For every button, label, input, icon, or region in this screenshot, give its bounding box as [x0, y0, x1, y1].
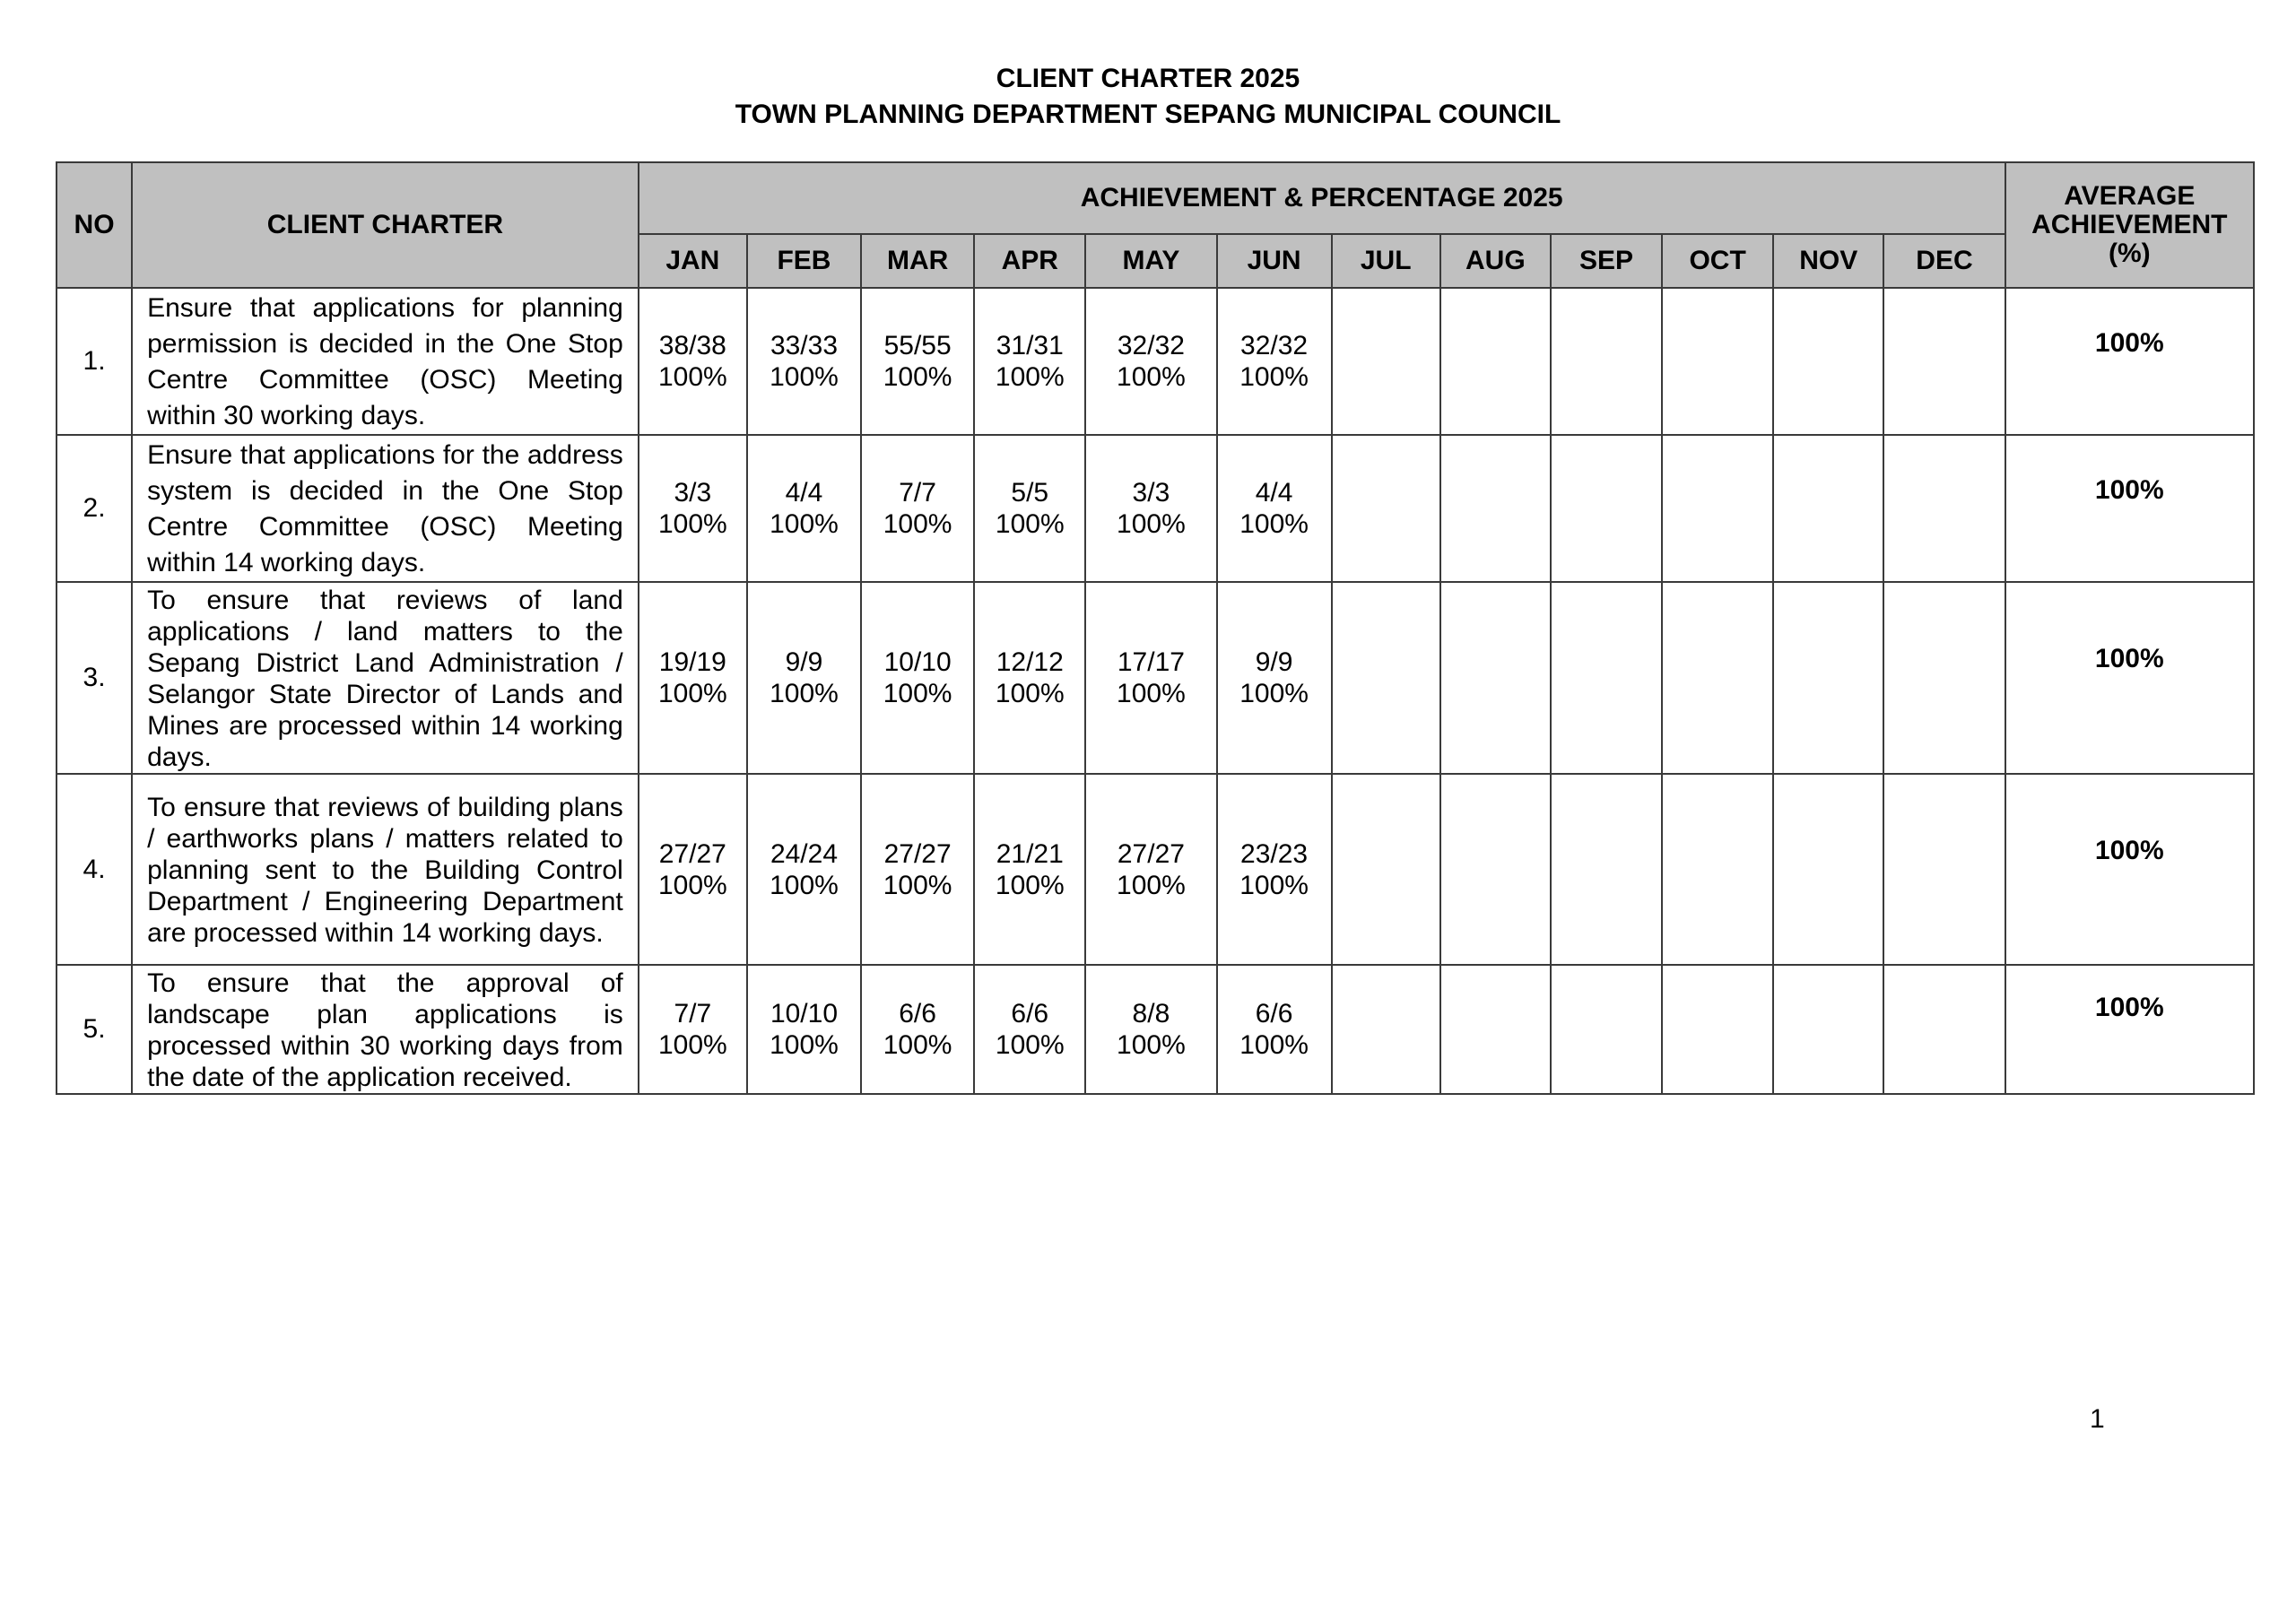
table-row [57, 582, 2254, 774]
month-percentage: 100% [883, 679, 952, 708]
average-achievement: 100% [2005, 965, 2254, 1094]
month-cell-oct [1662, 582, 1773, 774]
month-percentage: 100% [995, 1030, 1065, 1060]
charter-description: To ensure that reviews of land applications / land matters to the Sepang District Land Administration / Selangor State Director of Lands and Mines are processed within 14 working days. [132, 582, 639, 774]
month-cell-may [1085, 774, 1216, 965]
month-percentage: 100% [770, 679, 839, 708]
average-achievement: 100% [2005, 774, 2254, 965]
month-ratio: 27/27 [883, 838, 952, 869]
page-number: 1 [2090, 1404, 2105, 1434]
month-cell-aug [1440, 774, 1551, 965]
month-ratio: 7/7 [674, 999, 712, 1028]
month-percentage: 100% [770, 362, 839, 392]
charter-description: To ensure that the approval of landscape plan applications is processed within 30 working days from the date of the application received. [132, 965, 639, 1094]
month-percentage: 100% [1117, 509, 1186, 539]
month-percentage: 100% [1239, 1030, 1309, 1060]
month-percentage: 100% [770, 870, 839, 900]
header-average-achievement [2005, 162, 2254, 288]
month-cell-feb [747, 435, 861, 582]
month-percentage: 100% [995, 870, 1065, 900]
month-cell-jul [1332, 288, 1440, 435]
header-achievement: ACHIEVEMENT & PERCENTAGE 2025 [639, 162, 2005, 234]
header-month-jul: JUL [1332, 234, 1440, 288]
month-cell-jul [1332, 774, 1440, 965]
month-cell-sep [1551, 435, 1662, 582]
month-cell-mar [861, 435, 974, 582]
month-ratio: 12/12 [996, 647, 1064, 677]
month-cell-dec [1883, 435, 2005, 582]
month-cell-mar [861, 774, 974, 965]
row-number: 1. [57, 288, 132, 435]
month-cell-aug [1440, 965, 1551, 1094]
month-cell-jun [1217, 435, 1332, 582]
month-cell-nov [1773, 288, 1883, 435]
month-cell-mar [861, 582, 974, 774]
month-ratio: 10/10 [883, 647, 952, 677]
month-cell-aug [1440, 288, 1551, 435]
month-cell-may [1085, 435, 1216, 582]
month-ratio: 6/6 [899, 999, 936, 1028]
month-cell-feb [747, 774, 861, 965]
month-percentage: 100% [1239, 509, 1309, 539]
month-cell-jan [639, 288, 747, 435]
header-client-charter: CLIENT CHARTER [132, 162, 639, 288]
month-cell-jan [639, 582, 747, 774]
header-month-sep: SEP [1551, 234, 1662, 288]
month-cell-jul [1332, 435, 1440, 582]
month-ratio: 9/9 [1255, 647, 1293, 677]
month-cell-nov [1773, 582, 1883, 774]
header-month-feb: FEB [747, 234, 861, 288]
table-header [57, 162, 2254, 288]
month-cell-sep [1551, 288, 1662, 435]
month-ratio: 9/9 [785, 647, 823, 677]
month-percentage: 100% [883, 870, 952, 900]
charter-description: Ensure that applications for planning permission is decided in the One Stop Centre Committee (OSC) Meeting within 30 working days. [132, 288, 639, 435]
table-row [57, 288, 2254, 435]
month-cell-nov [1773, 435, 1883, 582]
month-percentage: 100% [1239, 870, 1309, 900]
charter-description: To ensure that reviews of building plans / earthworks plans / matters related to planning sent to the Building Control Department / Engineering Department are processed within 14 working days. [132, 774, 639, 965]
month-ratio: 8/8 [1132, 999, 1170, 1028]
month-percentage: 100% [770, 509, 839, 539]
header-month-jun: JUN [1217, 234, 1332, 288]
month-cell-jun [1217, 774, 1332, 965]
month-cell-may [1085, 288, 1216, 435]
row-number: 3. [57, 582, 132, 774]
month-ratio: 6/6 [1255, 999, 1293, 1028]
month-ratio: 10/10 [770, 999, 839, 1028]
table-row [57, 774, 2254, 965]
month-cell-nov [1773, 965, 1883, 1094]
month-cell-nov [1773, 774, 1883, 965]
month-percentage: 100% [1117, 1030, 1186, 1060]
month-percentage: 100% [995, 509, 1065, 539]
charter-description: Ensure that applications for the address system is decided in the One Stop Centre Committee (OSC) Meeting within 14 working days. [132, 435, 639, 582]
client-charter-table [56, 161, 2255, 1095]
month-ratio: 31/31 [996, 331, 1064, 360]
header-average-line2: ACHIEVEMENT [2031, 210, 2228, 239]
month-cell-dec [1883, 582, 2005, 774]
month-ratio: 7/7 [899, 478, 936, 508]
row-number: 4. [57, 774, 132, 965]
header-month-oct: OCT [1662, 234, 1773, 288]
row-number: 5. [57, 965, 132, 1094]
month-cell-apr [974, 965, 1085, 1094]
month-cell-apr [974, 288, 1085, 435]
month-percentage: 100% [1239, 362, 1309, 392]
month-cell-jan [639, 965, 747, 1094]
month-cell-sep [1551, 965, 1662, 1094]
month-percentage: 100% [883, 362, 952, 392]
header-month-mar: MAR [861, 234, 974, 288]
month-cell-dec [1883, 288, 2005, 435]
month-cell-apr [974, 435, 1085, 582]
month-ratio: 38/38 [658, 331, 726, 360]
month-cell-jun [1217, 288, 1332, 435]
month-cell-apr [974, 774, 1085, 965]
month-ratio: 21/21 [996, 838, 1064, 869]
month-percentage: 100% [1117, 870, 1186, 900]
header-month-nov: NOV [1773, 234, 1883, 288]
month-percentage: 100% [995, 362, 1065, 392]
month-cell-mar [861, 288, 974, 435]
average-achievement: 100% [2005, 288, 2254, 435]
table-body [57, 288, 2254, 1094]
month-ratio: 4/4 [785, 478, 823, 508]
month-percentage: 100% [1117, 362, 1186, 392]
header-average-line3: (%) [2108, 239, 2151, 268]
month-ratio: 17/17 [1117, 647, 1185, 677]
document-subtitle: TOWN PLANNING DEPARTMENT SEPANG MUNICIPAL COUNCIL [735, 100, 1561, 129]
month-percentage: 100% [995, 679, 1065, 708]
month-cell-jun [1217, 965, 1332, 1094]
header-month-jan: JAN [639, 234, 747, 288]
month-ratio: 24/24 [770, 838, 839, 869]
month-cell-dec [1883, 774, 2005, 965]
header-month-dec: DEC [1883, 234, 2005, 288]
month-percentage: 100% [883, 1030, 952, 1060]
month-percentage: 100% [657, 679, 727, 708]
month-cell-sep [1551, 774, 1662, 965]
month-cell-may [1085, 582, 1216, 774]
month-percentage: 100% [657, 362, 727, 392]
month-cell-oct [1662, 965, 1773, 1094]
month-cell-dec [1883, 965, 2005, 1094]
month-cell-apr [974, 582, 1085, 774]
month-cell-aug [1440, 435, 1551, 582]
month-cell-oct [1662, 774, 1773, 965]
month-ratio: 4/4 [1255, 478, 1293, 508]
header-average-line1: AVERAGE [2064, 181, 2196, 211]
table-row [57, 435, 2254, 582]
month-ratio: 32/32 [1240, 331, 1309, 360]
month-ratio: 27/27 [658, 838, 726, 869]
header-month-apr: APR [974, 234, 1085, 288]
month-cell-sep [1551, 582, 1662, 774]
month-percentage: 100% [657, 870, 727, 900]
month-cell-feb [747, 582, 861, 774]
month-ratio: 5/5 [1011, 478, 1049, 508]
average-achievement: 100% [2005, 435, 2254, 582]
month-percentage: 100% [1117, 679, 1186, 708]
month-percentage: 100% [657, 1030, 727, 1060]
row-number: 2. [57, 435, 132, 582]
month-ratio: 55/55 [883, 331, 952, 360]
month-ratio: 33/33 [770, 331, 839, 360]
month-percentage: 100% [770, 1030, 839, 1060]
month-cell-jun [1217, 582, 1332, 774]
header-month-may: MAY [1085, 234, 1216, 288]
month-percentage: 100% [883, 509, 952, 539]
table-row [57, 965, 2254, 1094]
month-cell-jan [639, 774, 747, 965]
month-ratio: 32/32 [1117, 331, 1185, 360]
month-cell-feb [747, 288, 861, 435]
month-cell-jul [1332, 965, 1440, 1094]
month-ratio: 3/3 [1132, 478, 1170, 508]
month-cell-mar [861, 965, 974, 1094]
document-title: CLIENT CHARTER 2025 [996, 64, 1300, 93]
average-achievement: 100% [2005, 582, 2254, 774]
month-ratio: 3/3 [674, 478, 712, 508]
month-cell-may [1085, 965, 1216, 1094]
month-cell-aug [1440, 582, 1551, 774]
month-ratio: 19/19 [658, 647, 726, 677]
month-cell-feb [747, 965, 861, 1094]
month-ratio: 23/23 [1240, 838, 1309, 869]
month-ratio: 6/6 [1011, 999, 1049, 1028]
month-cell-oct [1662, 435, 1773, 582]
month-ratio: 27/27 [1117, 838, 1185, 869]
header-month-aug: AUG [1440, 234, 1551, 288]
month-percentage: 100% [1239, 679, 1309, 708]
month-cell-oct [1662, 288, 1773, 435]
month-cell-jan [639, 435, 747, 582]
header-no: NO [57, 162, 132, 288]
month-percentage: 100% [657, 509, 727, 539]
month-cell-jul [1332, 582, 1440, 774]
